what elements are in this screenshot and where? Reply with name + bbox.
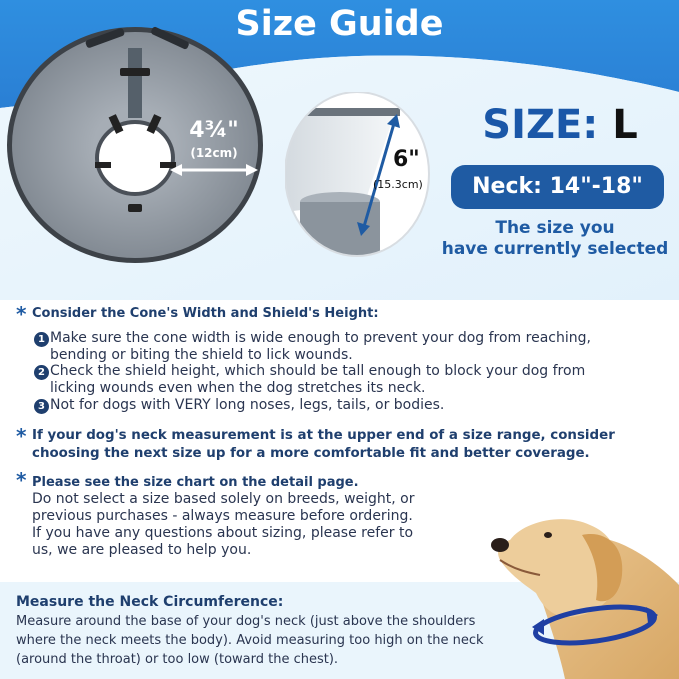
star-bullet-3: * — [16, 468, 27, 492]
number-badge-1: 1 — [34, 332, 49, 347]
measure-body: Measure around the base of your dog's neck (just above the shoulders where the neck meets the body). Avoid measuring too high on the neck (around the throat) or too low (toward the chest). — [16, 614, 484, 667]
cone-width-value: 4¾" — [189, 118, 239, 143]
selected-line-1: The size you — [495, 218, 615, 238]
size-label: SIZE: — [482, 102, 599, 148]
shield-height-metric: (15.3cm) — [373, 178, 423, 191]
item-1-line-1: Make sure the cone width is wide enough to prevent your dog from reaching, — [50, 330, 591, 346]
note-3-line-4: us, we are pleased to help you. — [32, 542, 252, 558]
neck-range-badge: Neck: 14"-18" — [451, 165, 664, 209]
star-bullet-2: * — [16, 424, 27, 448]
cone-collar-illustration — [0, 20, 270, 270]
shield-height-value: 6" — [393, 147, 420, 172]
size-heading — [440, 102, 679, 148]
note-2-line-2: choosing the next size up for a more comfortable fit and better coverage. — [32, 446, 590, 461]
page-title: Size Guide — [235, 4, 444, 44]
cone-width-metric: (12cm) — [190, 146, 238, 160]
dog-photo — [470, 505, 679, 679]
note-3-title: Please see the size chart on the detail page. — [32, 475, 359, 490]
item-2-line-1: Check the shield height, which should be tall enough to block your dog from — [50, 363, 586, 379]
size-value: L — [612, 102, 638, 148]
note-3-line-3: If you have any questions about sizing, please refer to — [32, 525, 414, 541]
number-badge-3: 3 — [34, 399, 49, 414]
selected-size-note — [430, 218, 679, 260]
number-badge-2: 2 — [34, 365, 49, 380]
item-1-line-2: bending or biting the shield to lick wounds. — [50, 347, 353, 363]
item-3-line-1: Not for dogs with VERY long noses, legs, tails, or bodies. — [50, 397, 445, 413]
star-bullet-1: * — [16, 302, 27, 326]
note-2-line-1: If your dog's neck measurement is at the upper end of a size range, consider — [32, 428, 615, 443]
measure-title: Measure the Neck Circumference: — [16, 594, 284, 610]
note-3-line-2: previous purchases - always measure before ordering. — [32, 508, 413, 524]
note-3-line-1: Do not select a size based solely on breeds, weight, or — [32, 491, 415, 507]
note-1-title: Consider the Cone's Width and Shield's Height: — [32, 306, 379, 321]
selected-line-2: have currently selected — [441, 239, 669, 259]
item-2-line-2: licking wounds even when the dog stretches its neck. — [50, 380, 426, 396]
